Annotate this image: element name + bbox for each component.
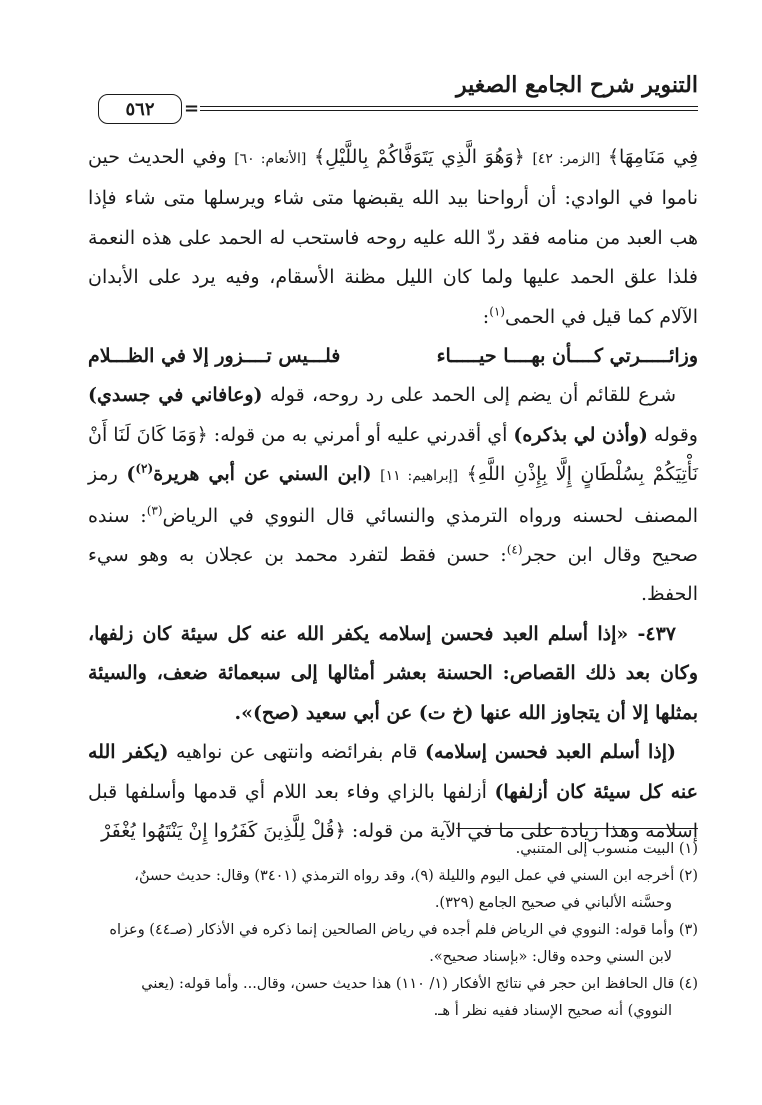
footnote-marker: (١) xyxy=(489,304,506,319)
footnote-2-continued: وحسَّنه الألباني في صحيح الجامع (٣٢٩). xyxy=(434,895,672,911)
page-header xyxy=(88,66,698,126)
footnote-4-continued: النووي) أنه صحيح الإسناد ففيه نظر أ هـ. xyxy=(433,1003,672,1019)
quran-quote: فِي مَنَامِهَا﴾ xyxy=(607,146,699,168)
verse-reference: [الزمر: ٤٢] xyxy=(532,151,601,167)
hadith-phrase: (وعافاني في جسدي) xyxy=(88,384,263,407)
page-number: ٥٦٢ xyxy=(98,94,182,124)
paragraph-text: : حسن فقط لتفرد محمد بن عجلان به وهو سيء الحفظ. xyxy=(88,544,698,606)
footnote-3-continued: لابن السني وحده وقال: «بإسناد صحيح». xyxy=(429,949,672,965)
paragraph-4 xyxy=(88,733,698,851)
page-number-mark: = xyxy=(184,98,200,119)
header-rule-secondary xyxy=(200,110,698,111)
hadith-phrase: (إذا أسلم العبد فحسن إسلامه) xyxy=(424,741,676,764)
source-attribution-end: ) xyxy=(126,463,136,486)
footnote-2: (٢) أخرجه ابن السني في عمل اليوم والليلة (٩)، وقد رواه الترمذي (٣٤٠١) وقال: حديث حسنٌ، xyxy=(134,868,698,884)
quran-quote: ﴿وَهُوَ الَّذِي يَتَوَفَّاكُمْ بِاللَّيْلِ﴾ xyxy=(314,146,525,168)
verse-reference: [إبراهيم: ١١] xyxy=(380,468,459,485)
footnote-4: (٤) قال الحافظ ابن حجر في نتائج الأفكار (١/ ١١٠) هذا حديث حسن، وقال... وأما قوله: (يعني xyxy=(141,976,698,992)
footnote-marker: (٣) xyxy=(146,503,163,518)
quran-quote: ﴿قُلْ لِلَّذِينَ كَفَرُوا إِنْ يَنْتَهُوا يُغْفَرْ xyxy=(101,819,346,842)
quran-quote: ﴿وَمَا كَانَ لَنَا أَنْ نَأْتِيَكُمْ بِسُلْطَانٍ إِلَّا بِإِذْنِ اللَّهِ﴾ xyxy=(88,423,698,486)
source-attribution: (ابن السني عن أبي هريرة xyxy=(153,463,372,486)
verse-hemistich-first: وزائـــــرتي كــــأن بهــــا حيـــــاء xyxy=(436,345,698,368)
paragraph-text: رمز المصنف لحسنه ورواه الترمذي والنسائي قال النووي في الرياض xyxy=(88,463,698,527)
paragraph-text: : xyxy=(482,305,490,328)
footnotes xyxy=(88,836,698,1025)
paragraph-text: أي أقدرني عليه أو أمرني به من قوله: xyxy=(213,423,508,446)
header-rule xyxy=(200,106,698,107)
footnote-3: (٣) وأما قوله: النووي في الرياض فلم أجده في رياض الصالحين إنما ذكره في الأذكار (صـ٤٤) وعزاه xyxy=(109,922,698,938)
hadith-437: ٤٣٧- «إذا أسلم العبد فحسن إسلامه يكفر الله عنه كل سيئة كان زلفها، وكان بعد ذلك القصاص: الحسنة بعشر أمثالها إلى سبعمائة ضعف، والسيئة بمثلها إلا أن يتجاوز الله عنها (خ ت) عن أبي سعيد (صح)». xyxy=(88,622,698,724)
footnote-separator xyxy=(456,828,698,829)
paragraph-2 xyxy=(88,376,698,614)
main-text xyxy=(88,138,698,851)
hadith-phrase: (وأذن لي بذكره) xyxy=(513,423,648,446)
paragraph-text: قام بفرائضه وانتهى عن نواهيه xyxy=(176,741,418,764)
footnote-1: (١) البيت منسوب إلى المتنبي. xyxy=(515,841,698,857)
paragraph-text: : سنده صحيح وقال ابن حجر xyxy=(88,504,698,567)
verse-reference: [الأنعام: ٦٠] xyxy=(234,151,307,167)
footnote-marker: (٢) xyxy=(135,461,154,476)
paragraph-text: شرع للقائم أن يضم إلى الحمد على رد روحه، قوله xyxy=(269,384,676,407)
hadith-phrase: (يكفر الله عنه كل سيئة كان أزلفها) xyxy=(88,741,698,803)
poetry-verse xyxy=(88,337,698,376)
paragraph-text: وقوله xyxy=(653,423,698,446)
verse-hemistich-second: فلـــيس تــــزور إلا في الظـــلام xyxy=(88,345,341,368)
running-title: التنوير شرح الجامع الصغير xyxy=(456,72,698,98)
paragraph-1 xyxy=(88,138,698,337)
paragraph-text: وفي الحديث حين ناموا في الوادي: أن أرواحنا بيد الله يقبضها متى شاء ويرسلها متى شاء فإذا هب العبد من منامه فقد ردّ الله عليه روحه فاستحب له الحمد على هذه النعمة فلذا علق الحمد عليها ولما كان الليل مظنة الأسقام، وفيه يرد على الأبدان الآلام كما قيل في الحمى xyxy=(88,146,698,328)
paragraph-text: أزلفها بالزاي وفاء بعد اللام أي قدمها وأسلفها قبل إسلامه وهذا زيادة على ما في الآية من قوله: xyxy=(88,780,698,842)
footnote-marker: (٤) xyxy=(506,542,523,557)
